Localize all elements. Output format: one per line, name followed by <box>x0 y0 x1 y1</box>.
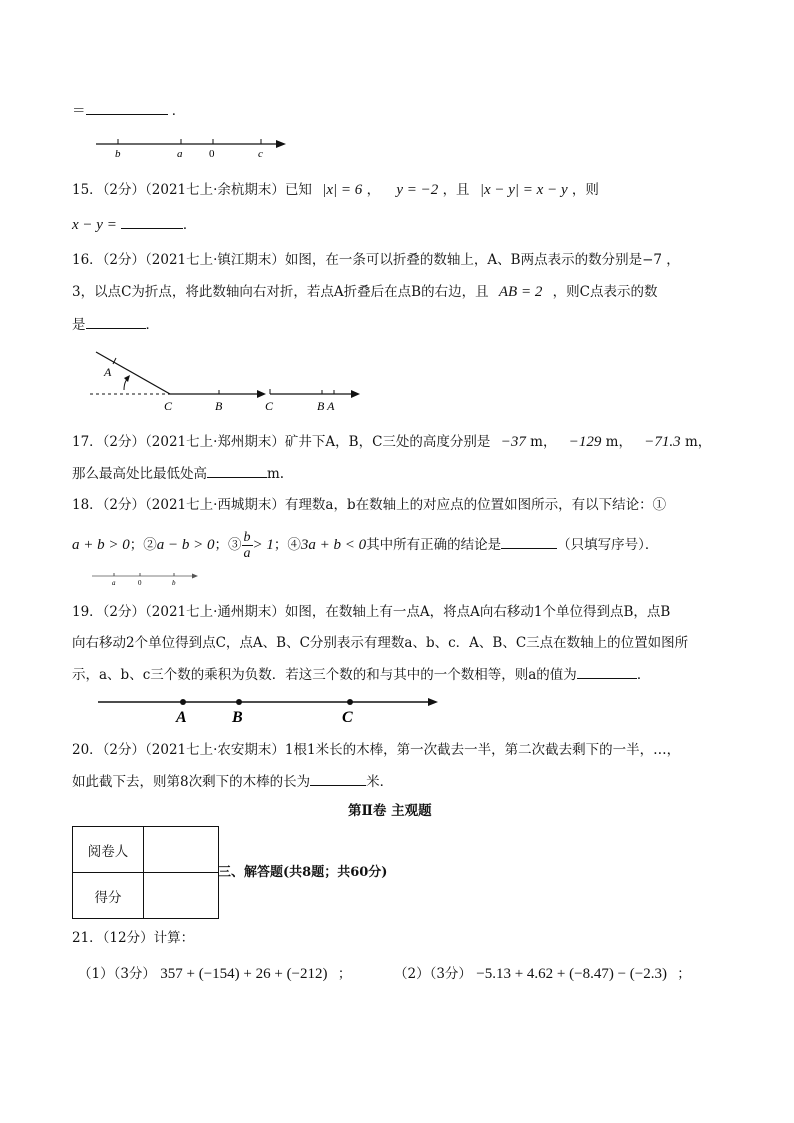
q21-p1-end: ； <box>337 966 352 982</box>
part-3-title: 三、解答题(共8题；共60分) <box>218 865 388 880</box>
q15-y-eq: y = −2 <box>396 182 439 198</box>
q18-frac-num: b <box>243 530 251 545</box>
q21-p1-expr: 357 + (−154) + 26 + (−212) <box>160 966 328 982</box>
q16-fig-label-c2: C <box>265 399 274 413</box>
q15-meta: （2分）（2021七上·余杭期末）已知 <box>102 182 312 198</box>
q19-label-a: A <box>176 709 187 726</box>
q19-line2: 向右移动2个单位得到点C，点A、B、C分别表示有理数a、b、c．A、B、C三点在数轴上的位置如图所 <box>72 635 689 651</box>
q20-line2 <box>72 771 393 792</box>
q17-v1: −37 <box>500 434 526 450</box>
q15-number: 15． <box>72 182 103 198</box>
q14-answer-line <box>72 100 185 121</box>
q16-fig-label-ba: B A <box>317 399 335 413</box>
q14-label-a: a <box>177 148 183 160</box>
q17-line1 <box>72 432 711 452</box>
q16-line2-b: ，则C点表示的数 <box>552 284 658 300</box>
q14-label-b: b <box>115 148 121 160</box>
q16-line3 <box>72 314 159 335</box>
grading-table <box>72 826 219 919</box>
q16-line2-a: 3，以点C为折点，将此数轴向右对折，若点A折叠后在点B的右边，且 <box>72 284 489 300</box>
q19-blank[interactable] <box>577 664 637 679</box>
q17-unit: m. <box>267 466 285 482</box>
q16-fig-label-b1: B <box>215 399 223 413</box>
q18-s3: ；④ <box>273 537 301 553</box>
q18-fraction <box>242 530 253 561</box>
grader-label: 阅卷人 <box>73 827 144 873</box>
q21-p2-expr: −5.13 + 4.62 + (−8.47) − (−2.3) <box>476 966 667 982</box>
q19-line3 <box>72 664 650 685</box>
q18-blank[interactable] <box>501 534 557 549</box>
q18-s1: ；② <box>129 537 157 553</box>
q14-label-c: c <box>258 148 263 160</box>
q19-label-b: B <box>232 709 243 726</box>
grader-cell[interactable] <box>144 827 219 873</box>
q21-p1-label: （1）（3分） <box>78 966 156 982</box>
q17-u1: m， <box>530 434 557 450</box>
q18-c1: a + b > 0 <box>72 537 130 553</box>
q16-end: ． <box>145 317 159 333</box>
q18-label-0: 0 <box>138 579 142 587</box>
q16-fig-label-c1: C <box>164 399 173 413</box>
q18-s2: ；③ <box>214 537 242 553</box>
q18-line1: 18．（2分）（2021七上·西城期末）有理数a，b在数轴上的对应点的位置如图所示，有以下结论：① <box>72 497 667 513</box>
q18-number-line <box>90 570 202 588</box>
score-cell[interactable] <box>144 873 219 919</box>
q17-v2: −129 <box>568 434 602 450</box>
q14-blank[interactable] <box>86 100 168 115</box>
q17-v3: −71.3 <box>644 434 681 450</box>
q15-blank[interactable] <box>121 214 183 229</box>
q18-c2: a − b > 0 <box>156 537 215 553</box>
q14-equals: ＝ <box>72 103 86 119</box>
q19-end: ． <box>636 667 651 683</box>
q18-line2 <box>72 530 658 561</box>
q17-u2: m， <box>605 434 632 450</box>
q21-part1 <box>78 964 351 984</box>
q14-label-0: 0 <box>209 148 215 160</box>
q18-tail2: （只填写序号）． <box>557 537 659 553</box>
q17-u3: m， <box>684 434 712 450</box>
q15-then: ，则 <box>571 182 599 198</box>
q16-is: 是 <box>72 317 86 333</box>
q15-abs-x: |x| = 6 <box>322 182 363 198</box>
q17-blank[interactable] <box>207 463 267 478</box>
q16-folding-figure <box>88 350 368 414</box>
q15-answer-prefix: x − y = <box>72 217 117 233</box>
q20-question: 如此截下去，则第8次剩下的木棒的长为 <box>72 774 311 790</box>
q15-line1 <box>72 180 599 200</box>
q21-line1: 21．（12分）计算： <box>72 930 195 946</box>
q17-question: 那么最高处比最低处高 <box>72 466 207 482</box>
q18-tail: 其中所有正确的结论是 <box>366 537 502 553</box>
q21-p2-end: ； <box>677 966 691 982</box>
q20-line1: 20．（2分）（2021七上·农安期末）1根1米长的木棒，第一次截去一半，第二次截去剩下的一半，…， <box>72 742 681 758</box>
q20-unit: 米． <box>366 774 394 790</box>
q16-fig-label-a: A <box>104 365 112 379</box>
q16-line2 <box>72 282 657 302</box>
q15-sep: ， <box>366 182 381 198</box>
q14-end: ． <box>171 103 186 119</box>
q19-number-line <box>96 694 442 726</box>
q17-line2 <box>72 463 284 484</box>
q14-number-line <box>90 136 290 160</box>
q18-label-b: b <box>172 579 176 587</box>
q21-p2-label: （2）（3分） <box>394 966 472 982</box>
q16-line1: 16．（2分）（2021七上·镇江期末）如图，在一条可以折叠的数轴上，A、B两点表示的数分别是−7 ， <box>72 252 680 268</box>
q21-part2 <box>394 964 691 984</box>
q15-line2 <box>72 214 196 235</box>
q17-text: 17．（2分）（2021七上·郑州期末）矿井下A，B，C三处的高度分别是 <box>72 434 491 450</box>
score-label: 得分 <box>73 873 144 919</box>
q19-question: 示，a、b、c三个数的乘积为负数．若这三个数的和与其中的一个数相等，则a的值为 <box>72 667 577 683</box>
q15-and: ，且 <box>442 182 470 198</box>
section-2-title: 第Ⅱ卷 主观题 <box>348 803 432 819</box>
q19-label-c: C <box>342 709 353 726</box>
q18-c4: 3a + b < 0 <box>300 537 367 553</box>
q18-label-a: a <box>112 579 116 587</box>
q15-abs-xy: |x − y| = x − y <box>479 182 568 198</box>
q15-end: ． <box>182 217 197 233</box>
q19-line1: 19．（2分）（2021七上·通州期末）如图，在数轴上有一点A，将点A向右移动1个单位得到点B，点B <box>72 604 671 620</box>
q16-ab-eq: AB = 2 <box>498 284 543 300</box>
q18-frac-den: a <box>243 546 251 561</box>
q20-blank[interactable] <box>310 771 366 786</box>
q18-c3-tail: > 1 <box>252 537 274 553</box>
q16-blank[interactable] <box>86 314 146 329</box>
